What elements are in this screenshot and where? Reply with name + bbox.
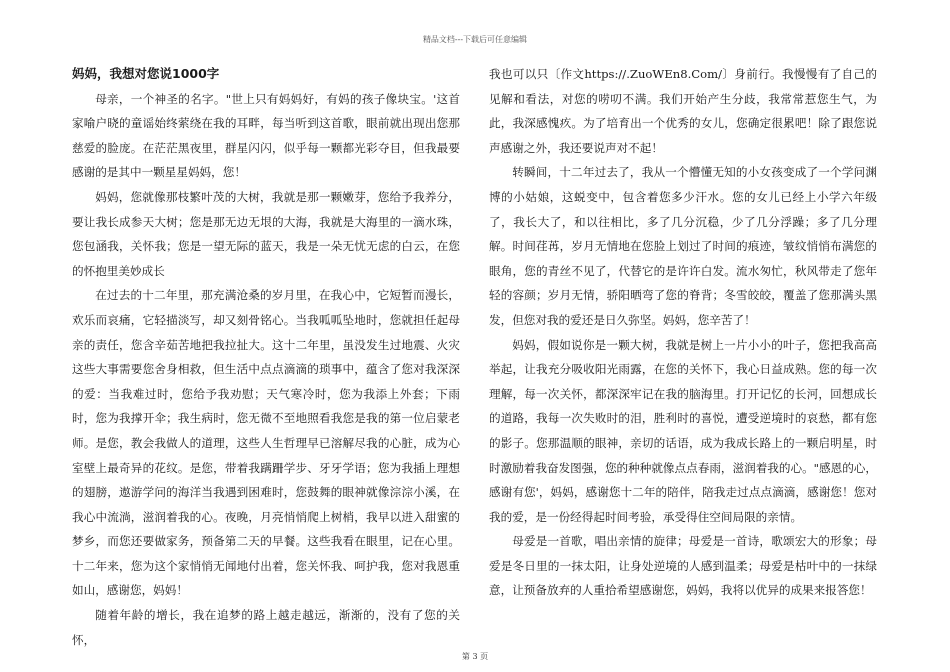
paragraph: 转瞬间，十二年过去了，我从一个懵懂无知的小女孩变成了一个学问渊博的小姑娘，这蜕变中，包含着您多少汗水。您的女儿已经上小学六年级了，我长大了，和以往相比，多了几分沉稳，少了几分浮躁；多了几分理解。时间荏苒，岁月无情地在您脸上划过了时间的痕迹，皱纹悄悄布满您的眼角，您的青丝不见了，代替它的是许许白发。流水匆忙，秋风带走了您年轻的容颜；岁月无情，骄阳晒弯了您的脊背；冬雪皎皎，覆盖了您那满头黑发，但您对我的爱还是日久弥坚。妈妈，您辛苦了！	[489, 165, 877, 327]
paragraph: 在过去的十二年里，那充满沧桑的岁月里，在我心中，它短暂而漫长，欢乐而哀痛，它轻描淡写，却又刻骨铭心。当我呱呱坠地时，您就担任起母亲的责任，您含辛茹苦地把我拉扯大。这十二年里，虽没发生过地震、火灾这些大事需要您舍身相救，但生活中点点滴滴的琐事中，蕴含了您对我深深的爱：当我难过时，您给予我劝慰；天气寒冷时，您为我添上外套；下雨时，您为我撑开伞；我生病时，您无微不至地照看我您是我的第一位启蒙老师。是您，教会我做人的道理，这些人生哲理早已溶解尽我的心脏，成为心室壁上最奇异的花纹。是您，带着我蹒跚学步、牙牙学语；您为我插上理想的翅膀，遨游学问的海洋当我遇到困难时，您鼓舞的眼神就像淙淙小溪，在我心中流淌，滋润着我的心。夜晚，月亮悄悄爬上树梢，我早以进入甜蜜的梦乡，而您还要做家务，预备第二天的早餐。这些我看在眼里，记在心里。十二年来，您为这个家悄悄无闻地付出着，您关怀我、呵护我，您对我恩重如山，感谢您，妈妈！	[72, 288, 460, 598]
paragraph: 随着年龄的增长，我在追梦的路上越走越远，渐渐的，没有了您的关怀，	[72, 608, 460, 647]
left-column	[72, 62, 460, 652]
paragraph: 妈妈，假如说你是一颗大树，我就是树上一片小小的叶子，您把我高高举起，让我充分吸收阳光雨露，在您的关怀下，我心日益成熟。您的每一次理解，每一次关怀，都深深牢记在我的脑海里。打开记忆的长河，回想成长的道路，我每一次失败时的泪，胜利时的喜悦，遭受逆境时的哀愁，都有您的影子。您那温顺的眼神，亲切的话语，成为我成长路上的一颗启明星，时时激励着我奋发图强，您的种种就像点点春雨，滋润着我的心。"感恩的心，感谢有您'，妈妈，感谢您十二年的陪伴，陪我走过点点滴滴，感谢您！您对我的爱，是一份经得起时间考验，承受得住空间局限的亲情。	[489, 337, 877, 524]
paragraph: 妈妈，您就像那枝繁叶茂的大树，我就是那一颗嫩芽，您给予我养分，要让我长成参天大树；您是那无边无垠的大海，我就是大海里的一滴水珠，您包涵我，关怀我；您是一望无际的蓝天，我是一朵无忧无虑的白云，在您的怀抱里美妙成长	[72, 189, 460, 278]
right-column	[489, 62, 877, 603]
paragraph-continuation: 我也可以只〔作文https://.ZuoWEn8.Com/〕身前行。我慢慢有了自己的见解和看法，对您的唠叨不满。我们开始产生分歧，我常常惹您生气，为此，我深感愧疚。为了培育出一个优秀的女儿，您确定很累吧！除了跟您说声感谢之外，我还要说声对不起！	[489, 67, 877, 155]
page-number: 第 3 页	[461, 652, 489, 661]
document-title: 妈妈，我想对您说1000字	[72, 66, 220, 81]
paragraph: 母爱是一首歌，唱出亲情的旋律；母爱是一首诗，歌颂宏大的形象；母爱是冬日里的一抹太阳，让身处逆境的人感到温柔；母爱是枯叶中的一抹绿意，让预备放弃的人重拾希望感谢您，妈妈，我将以优异的成果来报答您！	[489, 534, 877, 598]
page-header: 精品文档---下载后可任意编辑	[422, 35, 528, 44]
paragraph: 母亲，一个神圣的名字。"世上只有妈妈好，有妈的孩子像块宝。'这首家喻户晓的童谣始终萦绕在我的耳畔，每当听到这首歌，眼前就出现出您那慈爱的脸庞。在茫茫黑夜里，群星闪闪，似乎每一颗都光彩夺目，但我最要感谢的是其中一颗星星妈妈，您！	[72, 91, 460, 180]
